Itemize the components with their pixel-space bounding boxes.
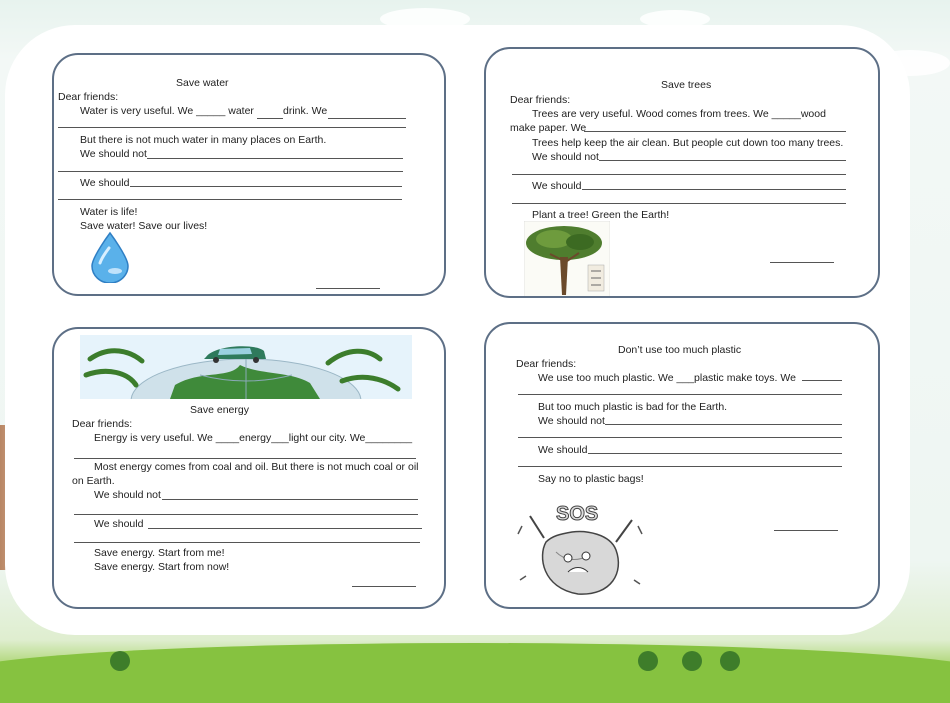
sos-text: SOS (556, 503, 599, 525)
greeting: Dear friends: (58, 91, 119, 103)
greeting: Dear friends: (72, 418, 133, 430)
text-line: Water is life! (80, 206, 138, 218)
text-line: Save water! Save our lives! (80, 220, 208, 232)
text-line: Water is very useful. We _____ water (80, 105, 254, 117)
card-title: Save energy (190, 404, 249, 416)
text-line: Most energy comes from coal and oil. But there is not much coal or oil (94, 461, 419, 473)
blank-line (58, 199, 402, 200)
greeting: Dear friends: (516, 358, 577, 370)
blank-line (58, 171, 403, 172)
green-hill (0, 643, 950, 703)
text-line: We should (80, 177, 130, 189)
card-plastic (484, 322, 880, 609)
card-title: Save water (176, 77, 229, 89)
signature-line (770, 262, 834, 263)
blank-line (518, 394, 842, 395)
signature-line (316, 288, 380, 289)
blank-line (328, 118, 406, 119)
blank-line (74, 542, 420, 543)
text-line: make paper. We (510, 122, 587, 134)
text-line: Trees help keep the air clean. But people cut down too many trees. (532, 137, 844, 149)
text-line: Trees are very useful. Wood comes from trees. We _____wood (532, 108, 826, 120)
water-drop-icon (88, 231, 132, 283)
energy-banner-picture (80, 335, 412, 399)
blank-line (588, 453, 842, 454)
blank-line (162, 499, 418, 500)
text-line: But there is not much water in many places on Earth. (80, 134, 327, 146)
signature-line (352, 586, 416, 587)
sos-plastic-bag-picture (516, 496, 646, 600)
blank-line (74, 514, 418, 515)
blank-line (512, 203, 846, 204)
blank-line (584, 131, 846, 132)
blank-line (599, 160, 846, 161)
text-line: Save energy. Start from me! (94, 547, 225, 559)
blank-line (518, 437, 842, 438)
card-save-trees (484, 47, 880, 298)
text-line: Energy is very useful. We ____energy___light our city. We________ (94, 432, 413, 444)
text-line: Say no to plastic bags! (538, 473, 644, 485)
text-line: We should (94, 518, 144, 530)
text-line: We use too much plastic. We ___plastic make toys. We (538, 372, 796, 384)
text-line: We should not (532, 151, 599, 163)
text-line: We should not (94, 489, 161, 501)
card-save-energy (52, 327, 446, 609)
tree-decoration (638, 651, 658, 671)
signature-line (774, 530, 838, 531)
blank-line (257, 118, 283, 119)
blank-line (147, 158, 403, 159)
text-line: on Earth. (72, 475, 115, 487)
tree-decoration (720, 651, 740, 671)
tree-decoration (110, 651, 130, 671)
text-line: We should not (538, 415, 605, 427)
text-line: Plant a tree! Green the Earth! (532, 209, 670, 221)
blank-line (802, 380, 842, 381)
text-line: We should not (80, 148, 147, 160)
text-line: But too much plastic is bad for the Earth. (538, 401, 728, 413)
blank-line (58, 127, 406, 128)
greeting: Dear friends: (510, 94, 571, 106)
text-line: We should (532, 180, 582, 192)
tree-picture (524, 221, 610, 297)
blank-line (582, 189, 846, 190)
card-title: Save trees (661, 79, 712, 91)
text-line: Save energy. Start from now! (94, 561, 230, 573)
blank-line (512, 174, 846, 175)
blank-line (605, 424, 842, 425)
text-line: We should (538, 444, 588, 456)
card-title: Don’t use too much plastic (618, 344, 742, 356)
blank-line (148, 528, 422, 529)
text-line: drink. We (283, 105, 328, 117)
blank-line (518, 466, 842, 467)
blank-line (74, 458, 416, 459)
blank-line (130, 186, 402, 187)
card-save-water (52, 53, 446, 296)
tree-decoration (682, 651, 702, 671)
